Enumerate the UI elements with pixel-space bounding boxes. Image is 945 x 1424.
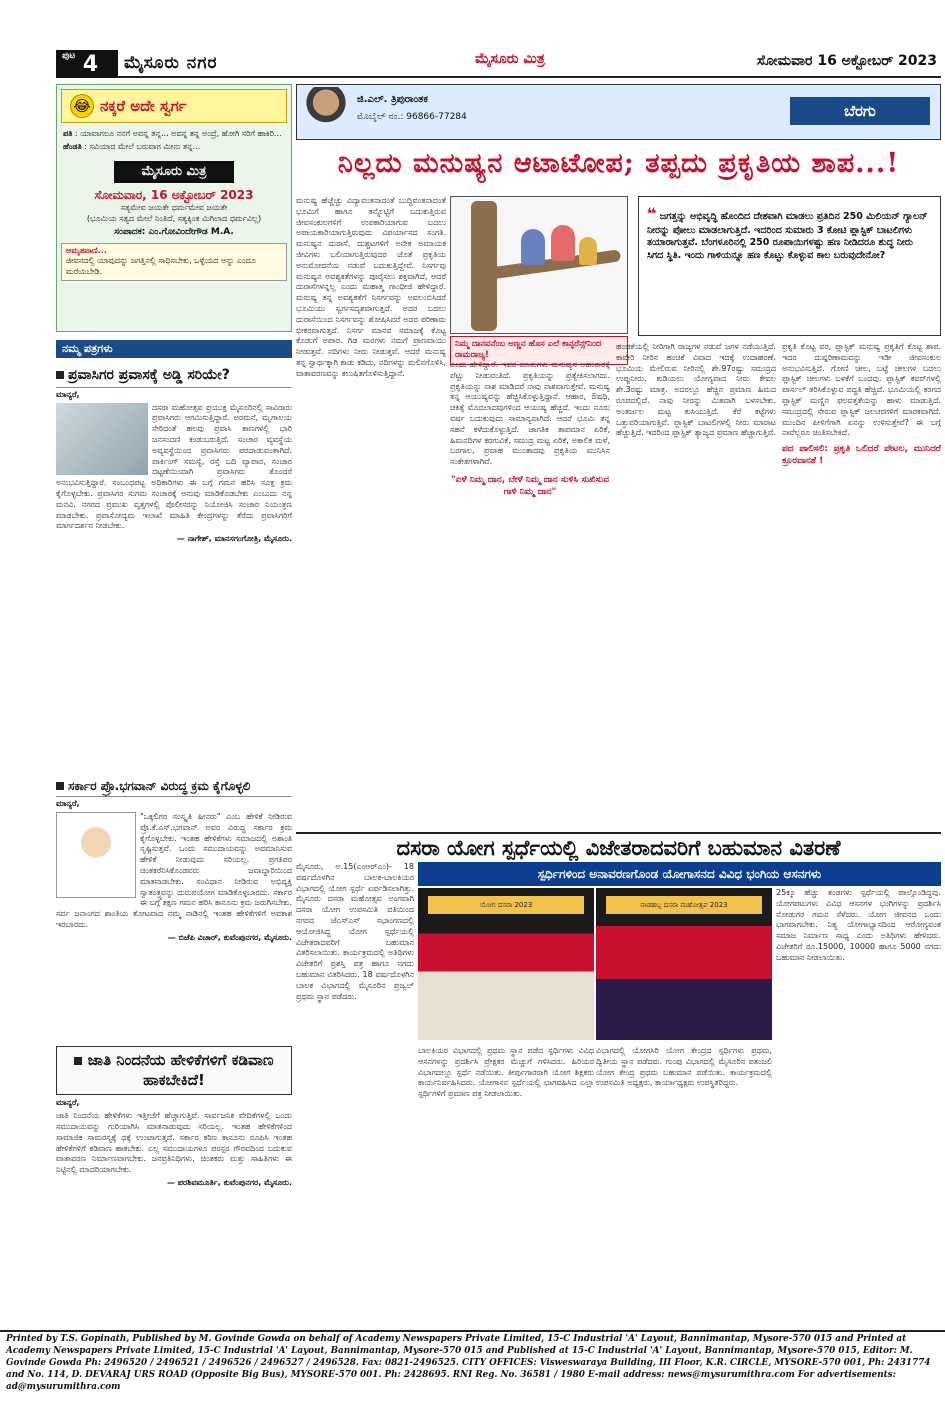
mini-masthead-logo: ಮೈಸೂರು ಮಿತ್ರ	[114, 161, 234, 183]
article-title: ಸರ್ಕಾರ ಪ್ರೊ.ಭಗವಾನ್ ವಿರುದ್ಧ ಕ್ರಮ ಕೈಗೊಳ್ಳಲಿ	[56, 778, 292, 797]
main-headline: ನಿಲ್ಲದು ಮನುಷ್ಯನ ಆಟಾಟೋಪ; ತಪ್ಪದು ಪ್ರಕೃತಿಯ ಶಾಪ...!	[337, 148, 900, 179]
humor-box	[56, 84, 292, 332]
left-column	[56, 84, 292, 1392]
article-column: ಮನುಷ್ಯ ಹೆಚ್ಚೆಚ್ಚು ವಿದ್ಯಾವಂತನಾದಂತೆ ಬುದ್ಧಿವಂತನಾದಂತೆ ಭೂಮಿಗೆ ಹಾಗೂ ತನ್ನೊಟ್ಟಿಗೆ ಬದುಕುತ್ತಿರುವ ಜೀವಸಂಕುಲಗಳಿಗೆ ಉಪಕಾರಿಯಾಗುವ ಬದಲು ಅಪಾಯಕಾರಿಯಾಗುತ್ತಿರುವುದು ವಿಪರ್ಯಾಸದ ಸಂಗತಿ. ಮನುಷ್ಯನ ದುರಾಸೆ, ದುಶ್ಚಟಗಳಿಗೆ ಅನೇಕ ಅಮಾಯಕ ಜೀವಿಗಳು ಬಲಿಯಾಗುತ್ತಿರುವುದರ ಜೊತೆ ಪ್ರಕೃತಿಯ ಅನುಮೋದನೆಯ ನಡುವೆ ಬದುಕುತ್ತಿದ್ದೇವೆ. ನಿಸರ್ಗವು ಮನುಷ್ಯನ ಅವಶ್ಯಕತೆಗಳನ್ನು ಪೂರೈಸಲು ಶಕ್ತವಾಗಿದೆ, ಆದರೆ ದುರಾಸೆಗಳನ್ನಲ್ಲ ಎಂದು ಮಹಾತ್ಮ ಗಾಂಧೀಜಿ ಹೇಳಿದ್ದಾರೆ. ಮನುಷ್ಯ ತನ್ನ ಅವಶ್ಯಕತೆಗೆ ನಿಸರ್ಗವನ್ನು ಅವಲಂಬಿಸಿದರೆ ಭೂಮಿಯು ಸ್ವರ್ಗಸದೃಶವಾಗುತ್ತದೆ. ಅದರ ಬದಲು ದುರಾಸೆಯಿಂದ ನಿಸರ್ಗವನ್ನು ಶೋಷಿಸಿದರೆ ಅದರ ಪರಿಣಾಮ ಭೀಕರವಾಗುತ್ತದೆ. ನಿಸರ್ಗ ಮಾನವ ಸಮಾಜಕ್ಕೆ ಕೊಟ್ಟ ಕೊಡುಗೆ ಅಪಾರ. ಗಿಡ ಮರಗಳು ನಮಗೆ ಪ್ರಾಣವಾಯು ನೀಡುತ್ತವೆ. ನದಿಗಳು ನೀರು ನೀಡುತ್ತವೆ. ಆದರೆ ಮನುಷ್ಯ ತನ್ನ ಸ್ವಾರ್ಥಕ್ಕಾಗಿ ಕಾಡು ಕಡಿದು, ನದಿಗಳನ್ನು ಮಲಿನಗೊಳಿಸಿ, ವಾತಾವರಣವನ್ನು ಕಲುಷಿತಗೊಳಿಸುತ್ತಿದ್ದಾನೆ.	[296, 196, 446, 378]
salutation: ಮಾನ್ಯರೆ,	[56, 1097, 80, 1107]
cartoon-caption: ನಿಮ್ಮ ದಾನವನೆಂಬ ಅಣ್ಣನ ಹೊಸ ಎಲೆ ಕಾನ್ಫರೆನ್ಸ್‌ನಿಂದ ರಾಮರಾಜ್ಯ!	[450, 336, 628, 365]
humor-line: : ಸವಿಯಾದ ಮೇಲೆ ಬರುವಾಗ ಮೀನು ತನ್ನ...	[84, 141, 201, 151]
article-title: ಜಾತಿ ನಿಂದನೆಯ ಹೇಳಿಕೆಗಳಿಗೆ ಕಡಿವಾಣ ಹಾಕಬೇಕಿದೆ!	[56, 1046, 292, 1095]
woman-figure	[551, 225, 575, 261]
article-column	[782, 342, 941, 828]
speaker-label: ಹೆಂಡತಿ	[63, 141, 82, 151]
article-author: — ಪರಶಿವಮೂರ್ತಿ, ಕುವೆಂಪುನಗರ, ಮೈಸೂರು.	[167, 1178, 292, 1188]
editorial-cartoon	[450, 196, 628, 334]
quote-of-day	[61, 243, 287, 281]
closing-text: ಪ್ರಕೃತಿ ಒಲಿದರೆ ಪೇಟಲ, ಮುನಿದರೆ ಕ್ರೂರವಾನತೆ !	[782, 444, 941, 467]
child-figure	[579, 237, 597, 265]
pull-quote-text: ಜಗತ್ತನ್ನು ಅಭಿವೃದ್ಧಿ ಹೊಂದಿದ ದೇಶವಾಗಿ ಮಾಡಲು ಪ್ರತಿದಿನ 250 ಮಿಲಿಯನ್ ಗ್ಯಾಲನ್ ನೀರನ್ನು ಪೋಲು ಮಾಡಲಾಗುತ್ತಿದೆ. ಇದರಿಂದ ಸುಮಾರು 3 ಕೋಟಿ ಪ್ಲಾಸ್ಟಿಕ್ ಬಾಟಲಿಗಳು ತಯಾರಾಗುತ್ತವೆ. ಬೆಂಗಳೂರಿನಲ್ಲಿ 250 ರೂಪಾಯಿಗಳಷ್ಟು ಹಣ ನೀಡಿದರೂ ಶುದ್ಧ ನೀರು ಸಿಗದ ಸ್ಥಿತಿ. ಇಂದು ಗಾಳಿಯನ್ನೂ ಹಣ ಕೊಟ್ಟು ಕೊಳ್ಳುವ ಕಾಲ ಬರುವುದೇನೋ?	[647, 211, 928, 262]
article-author: — ನಾಗೇಶ್, ಮಾನಸಗಂಗೋತ್ರಿ, ಮೈಸೂರು.	[176, 534, 292, 544]
article-column	[450, 360, 610, 828]
issue-date: ಸೋಮವಾರ 16 ಅಕ್ಟೋಬರ್ 2023	[756, 53, 937, 69]
person-photo	[56, 812, 136, 898]
closing-thought	[782, 443, 941, 467]
editor-credit: ಸಂಪಾದಕ: ಎಂ.ಗೋವಿಂದೇಗೌಡ M.A.	[114, 227, 234, 238]
salutation: ಮಾನ್ಯರೆ,	[56, 799, 80, 809]
imprint-footer: Printed by T.S. Gopinath, Published by M. Govinde Gowda on behalf of Academy Newspapers Private Limited, 15-C Industrial 'A' Layout, Bannimantap, Mysore-570 015 and Printed at Academy Newspapers Private Limited, 15-C Industrial 'A' Layout, Bannimantap, Mysore-570 015 and Published at 15-C Industrial 'A' Layout, Bannimantap, Mysore-570 015, Editor: M. Govinde Gowda Ph: 2496520 / 2496521 / 2496526 / 2496527 / 2496528. Fax: 0821-2496525. CITY OFFICES: Visweswaraya Building, III Floor, K.R. CIRCLE, MYSORE-570 001, Ph: 2431774 and No. 114, D. DEVARAJ URS ROAD (Opposite Big Bus), MYSORE-570 001. Ph: 2428695. RNI Reg. No. 36581 / 1980 E-mail address: news@mysurumithra.com For advertisements: ad@mysurumithra.com	[0, 1330, 945, 1390]
stage-banner: ನಾಡಹಬ್ಬ ದಸರಾ ಮಹೋತ್ಸವ 2023	[606, 896, 762, 914]
article-column: ಹಂಚಿಕೆಯಲ್ಲಿ ನೀರಿಗಾಗಿ ರಾಜ್ಯಗಳ ನಡುವೆ ಜಗಳ ನಡೆಯುತ್ತಿದೆ. ಕಾವೇರಿ ನೀರಿನ ಹಂಚಿಕೆ ವಿವಾದ ಇದಕ್ಕೆ ಉದಾಹರಣೆ. ಭೂಮಿಯ ಮೇಲಿರುವ ನೀರಿನಲ್ಲಿ ಶೇ.97ರಷ್ಟು ಸಮುದ್ರದ ಉಪ್ಪುನೀರು. ಕುಡಿಯಲು ಯೋಗ್ಯವಾದ ನೀರು ಕೇವಲ ಶೇ.3ರಷ್ಟು ಮಾತ್ರ. ಅದರಲ್ಲೂ ಹೆಚ್ಚಿನ ಪ್ರಮಾಣ ಹಿಮದ ರೂಪದಲ್ಲಿದೆ. ನಾವು ನೀರನ್ನು ಮಿತವಾಗಿ ಬಳಸಬೇಕು. ಅಂತರ್ಜಲ ಮಟ್ಟ ಕುಸಿಯುತ್ತಿದೆ. ಕೆರೆ ಕಟ್ಟೆಗಳು ಒತ್ತುವರಿಯಾಗುತ್ತಿವೆ. ಪ್ಲಾಸ್ಟಿಕ್ ಬಾಟಲಿಗಳಲ್ಲಿ ನೀರು ಮಾರಾಟ ಹೆಚ್ಚುತ್ತಿದೆ. ಇದರಿಂದ ಪ್ಲಾಸ್ಟಿಕ್ ತ್ಯಾಜ್ಯದ ಪ್ರಮಾಣ ಹೆಚ್ಚಾಗುತ್ತಿದೆ.	[616, 342, 776, 438]
bullet-square-icon	[56, 782, 64, 790]
page-number-badge	[56, 50, 118, 78]
columnist-name: ಜಿ.ಎಲ್. ತ್ರಿಪುರಾಂತಕ	[357, 94, 428, 105]
column-text: ಎಂದು ಹೇಳಿದ್ದಾರೆ. ಇವರ ಮಾತುಗಳು ಮನುಷ್ಯನ ಅಹಂಕಾರಕ್ಕೆ ಪೆಟ್ಟು ನೀಡುವಂತಿದೆ. ಪ್ರಕೃತಿಯನ್ನು ಪ್ರತ್ಯೇಕಿಸಲಾಗದು. ಪ್ರಕೃತಿಯನ್ನು ನಾಶ ಮಾಡಿದರೆ ನಾವು ನಾಶವಾಗುತ್ತೇವೆ. ಮನುಷ್ಯ ತನ್ನ ಆಯುಷ್ಯವನ್ನು ಹೆಚ್ಚಿಸಿಕೊಳ್ಳುತ್ತಿದ್ದಾನೆ. ಆಹಾರ, ಔಷಧಿ, ಚಿಕಿತ್ಸೆ ಮೊದಲಾದವುಗಳಿಂದ ಆಯುಷ್ಯ ಹೆಚ್ಚಿದೆ. ಇಂದು ನೂರು ವರ್ಷ ಬದುಕುವುದು ಸಾಮಾನ್ಯವಾಗಿದೆ. ಆದರೆ ಭೂಮಿ ತನ್ನ ಸಹನೆ ಕಳೆದುಕೊಳ್ಳುತ್ತಿದೆ. ಜಾಗತಿಕ ತಾಪಮಾನ ಏರಿಕೆ, ಹಿಮನದಿಗಳ ಕರಗುವಿಕೆ, ಸಮುದ್ರ ಮಟ್ಟ ಏರಿಕೆ, ಅಕಾಲಿಕ ಮಳೆ, ಬರಗಾಲ, ಪ್ರವಾಹ ಮುಂತಾದವು ಪ್ರಕೃತಿಯ ಮುನಿಸಿನ ಸಂಕೇತಗಳಾಗಿವೆ.	[450, 360, 610, 467]
humor-line: : ಯಾವಾಗಲೂ ನನಗೆ ಅವನ್ನ ತನ್ನ... ಅವನ್ನ ತನ್ನ ಅಂದ್ರೆ, ಹೋಗಿ ಸರಿಗೆ ಹಾಕಿರಿ...	[74, 129, 282, 138]
photo-strip-caption: ಸ್ಪರ್ಧಿಗಳಿಂದ ಅನಾವರಣಗೊಂಡ ಯೋಗಾಸನದ ವಿವಿಧ ಭಂಗಿಯ ಆಸನಗಳು	[418, 862, 941, 886]
article-body: ಜಾತಿ ನಿಂದನೆಯ ಹೇಳಿಕೆಗಳು ಇತ್ತೀಚೆಗೆ ಹೆಚ್ಚಾಗುತ್ತಿವೆ. ಸಾರ್ವಜನಿಕ ವೇದಿಕೆಗಳಲ್ಲಿ ಒಂದು ಸಮುದಾಯವನ್ನು ಗುರಿಯಾಗಿಸಿ ಮಾತನಾಡುವುದು ಸರಿಯಲ್ಲ. ಇಂತಹ ಹೇಳಿಕೆಗಳಿಂದ ಸಾಮಾಜಿಕ ಸಾಮರಸ್ಯಕ್ಕೆ ಧಕ್ಕೆ ಉಂಟಾಗುತ್ತದೆ. ಸರ್ಕಾರ ಕಠಿಣ ಕಾನೂನು ರೂಪಿಸಿ ಇಂತಹ ಹೇಳಿಕೆಗಳಿಗೆ ಕಡಿವಾಣ ಹಾಕಬೇಕು. ಎಲ್ಲ ಸಮುದಾಯಗಳೂ ಪರಸ್ಪರ ಗೌರವದಿಂದ ಬದುಕುವ ವಾತಾವರಣ ನಿರ್ಮಾಣವಾಗಬೇಕು. ಜನಪ್ರತಿನಿಧಿಗಳು, ಚಿಂತಕರು ಮತ್ತು ಸಾಹಿತಿಗಳು ಈ ನಿಟ್ಟಿನಲ್ಲಿ ಮಾದರಿಯಾಗಬೇಕು.	[56, 1111, 292, 1175]
page-number: 4	[82, 52, 99, 77]
bullet-square-icon	[74, 1057, 82, 1065]
yoga-photo	[596, 888, 772, 1040]
motto-translation: (ಭೂಮಿಯ ಸತ್ಯದ ಮೇಲೆ ನಿಂತಿದೆ, ಸತ್ಯಕ್ಕಿಂತ ಮಿಗಿಲಾದ ಧರ್ಮವಿಲ್ಲ)	[86, 213, 262, 223]
columnist-phone: ಮೊಬೈಲ್ ನಂ.: 96866-77284	[357, 112, 467, 122]
quote-mark-icon: ❝	[647, 204, 657, 223]
columnist-photo	[303, 87, 349, 139]
quote-text: ಜೀವನದಲ್ಲಿ ಯಾವುದನ್ನು ಜಗತ್ತಿನಲ್ಲಿ ಸಾಧಿಸಬೇಕು, ಒಳ್ಳೆಯದ ಅನ್ನು ಎಂದೂ ಮರೆಯಬೇಡಿ.	[66, 256, 256, 277]
article-body: "ಒಕ್ಕಲಿಗರ ಸಂಸ್ಕೃತಿ ಹೀನರು" ಎಂಬ ಹೇಳಿಕೆ ನೀಡಿರುವ ಪ್ರೊ.ಕೆ.ಎಸ್.ಭಗವಾನ್ ಅವರ ವಿರುದ್ಧ ಸರ್ಕಾರ ಕ್ರಮ ಕೈಗೊಳ್ಳಬೇಕು. ಇಂತಹ ಹೇಳಿಕೆಗಳು ಸಮಾಜದಲ್ಲಿ ಅಶಾಂತಿ ಸೃಷ್ಟಿಸುತ್ತವೆ. ಒಂದು ಸಮುದಾಯವನ್ನು ಅವಮಾನಿಸುವ ಹೇಳಿಕೆ ನೀಡುವುದು ಸರಿಯಲ್ಲ. ಪ್ರಗತಿಪರ ಚಿಂತಕರೆನಿಸಿಕೊಂಡವರು ಜವಾಬ್ದಾರಿಯಿಂದ ಮಾತನಾಡಬೇಕು. ಸಂವಿಧಾನ ನೀಡಿರುವ ಅಭಿವ್ಯಕ್ತಿ ಸ್ವಾತಂತ್ರ್ಯವನ್ನು ದುರುಪಯೋಗ ಮಾಡಿಕೊಳ್ಳಬಾರದು. ಸರ್ಕಾರ ಈ ಬಗ್ಗೆ ತಕ್ಷಣ ಗಮನ ಹರಿಸಿ ಕಾನೂನು ಕ್ರಮ ಜರುಗಿಸಬೇಕು. ಸರ್ವ ಜನಾಂಗದ ಶಾಂತಿಯ ತೋಟವಾದ ನಮ್ಮ ನಾಡಿನಲ್ಲಿ ಇಂತಹ ಹೇಳಿಕೆಗಳಿಗೆ ಅವಕಾಶ ಇರಬಾರದು.	[56, 811, 292, 929]
speaker-label: ಪತಿ	[63, 129, 73, 138]
closing-label: ಪದ ಪಾಲಿಸಲಿ:	[782, 444, 828, 455]
columnist-bar	[296, 84, 941, 140]
mini-masthead-date: ಸೋಮವಾರ, 16 ಅಕ್ಟೋಬರ್ 2023	[94, 187, 254, 202]
letters-section-header: ನಮ್ಮ ಪತ್ರಗಳು	[56, 340, 292, 358]
news-column: ವಿಭಾಗದಲ್ಲಿ ಯೋಗಸಿರಿ ಯೋಗ ಕೇಂದ್ರದ ಸ್ಪರ್ಧಿಗಳು ಪ್ರಥಮ, ದ್ವಿತೀಯ ಸ್ಥಾನ ಪಡೆದರು. ಗುಂಪು ವಿಭಾಗದಲ್ಲಿ ಮೈಸೂರಿನ ಪತಂಜಲಿ ಯೋಗ ಕೇಂದ್ರ ಪ್ರಥಮ ಬಹುಮಾನ ಪಡೆಯಿತು. ಕಾರ್ಯಕ್ರಮದಲ್ಲಿ ಉಪಸಮಿತಿ ಅಧ್ಯಕ್ಷರು, ಕಾರ್ಯಾಧ್ಯಕ್ಷರು ಉಪಸ್ಥಿತರಿದ್ದರು.	[596, 1046, 772, 1088]
quote-label: ಅಮೃತವಾಣಿ...	[66, 245, 107, 255]
article-title: ಪ್ರವಾಸಿಗರ ಪ್ರವಾಸಕ್ಕೆ ಅಡ್ಡಿ ಸರಿಯೇ?	[56, 366, 292, 388]
article-author: — ಬಿಜೆಪಿ ವಿಚಾರ್, ಕುವೆಂಪುನಗರ, ಮೈಸೂರು.	[167, 932, 292, 942]
motto-line: ಸತ್ಯಮೇವ ಜಯತೇ ಧರ್ಮಮೇವ ಜಯತೇ	[120, 202, 228, 212]
article-body: ದಸರಾ ಮಹೋತ್ಸವ ಪ್ರಯುಕ್ತ ಮೈಸೂರಿನಲ್ಲಿ ಸಾವಿರಾರು ಪ್ರವಾಸಿಗರು ಆಗಮಿಸುತ್ತಿದ್ದಾರೆ. ಅರಮನೆ, ಮೃಗಾಲಯ ಸೇರಿದಂತೆ ಹಲವು ಪ್ರವಾಸಿ ತಾಣಗಳಲ್ಲಿ ಭಾರಿ ಜನಸಂದಣಿ ಕಂಡುಬರುತ್ತಿದೆ. ಸಂಚಾರ ವ್ಯವಸ್ಥೆಯ ಅವ್ಯವಸ್ಥೆಯಿಂದ ಪ್ರವಾಸಿಗರು ಪರದಾಡುವಂತಾಗಿದೆ. ಪಾರ್ಕಿಂಗ್ ಸಮಸ್ಯೆ, ರಸ್ತೆ ಬದಿ ವ್ಯಾಪಾರ, ಸಂಚಾರ ದಟ್ಟಣೆಯಿಂದಾಗಿ ಪ್ರವಾಸಿಗರು ತೊಂದರೆ ಅನುಭವಿಸುತ್ತಿದ್ದಾರೆ. ಸಂಬಂಧಪಟ್ಟ ಅಧಿಕಾರಿಗಳು ಈ ಬಗ್ಗೆ ಗಮನ ಹರಿಸಿ ಸೂಕ್ತ ಕ್ರಮ ಕೈಗೊಳ್ಳಬೇಕು. ಪ್ರವಾಸಿಗರ ಸುಗಮ ಸಂಚಾರಕ್ಕೆ ಅನುವು ಮಾಡಿಕೊಡಬೇಕು ಎಂಬುದು ನನ್ನ ಮನವಿ. ನಗರದ ಪ್ರಮುಖ ವೃತ್ತಗಳಲ್ಲಿ ಪೊಲೀಸರನ್ನು ನಿಯೋಜಿಸಿ ಸಂಚಾರ ನಿಯಂತ್ರಣ ಮಾಡಬೇಕು. ಪ್ರವಾಸೋದ್ಯಮ ಇಲಾಖೆ ಮಾಹಿತಿ ಕೇಂದ್ರಗಳನ್ನು ತೆರೆದು ಪ್ರವಾಸಿಗರಿಗೆ ಮಾರ್ಗದರ್ಶನ ನೀಡಬೇಕು.	[56, 402, 292, 531]
salutation: ಮಾನ್ಯರೆ,	[56, 389, 80, 399]
news-column: ಬಾಲಕಿಯರ ವಿಭಾಗದಲ್ಲಿ ಪ್ರಥಮ ಸ್ಥಾನ ಪಡೆದ ಸ್ಪರ್ಧಿಗಳು ವಿವಿಧ ಆಸನಗಳನ್ನು ಪ್ರದರ್ಶಿಸಿ ಪ್ರೇಕ್ಷಕರ ಮೆಚ್ಚುಗೆ ಗಳಿಸಿದರು. ಹಿರಿಯರ ವಿಭಾಗದಲ್ಲೂ ಸ್ಪರ್ಧೆ ನಡೆಯಿತು. ತೀರ್ಪುಗಾರರಾಗಿ ಯೋಗ ಶಿಕ್ಷಕರು ಕಾರ್ಯನಿರ್ವಹಿಸಿದರು. ಯೋಗಾಸನ ಸ್ಪರ್ಧೆಯಲ್ಲಿ ಭಾಗವಹಿಸಿದ ಎಲ್ಲಾ ಸ್ಪರ್ಧಿಗಳಿಗೆ ಪ್ರಮಾಣ ಪತ್ರ ನೀಡಲಾಯಿತು.	[418, 1046, 594, 1099]
column-tag: ಬೆರಗು	[790, 97, 930, 125]
humor-title-bar	[61, 89, 287, 123]
humor-dialogue	[57, 127, 291, 157]
tourists-photo	[56, 403, 148, 475]
stage-banner: ಯೋಗ ದಸರಾ 2023	[428, 896, 584, 914]
pull-quote	[638, 196, 941, 336]
letter-caste-remarks	[56, 1046, 292, 1308]
masthead-logo: ಮೈಸೂರು ಮಿತ್ರ	[475, 51, 545, 67]
section-title: ಮೈಸೂರು ನಗರ	[124, 53, 218, 73]
yoga-photo	[418, 888, 594, 1040]
laughing-face-icon: 😂	[70, 94, 94, 118]
verse-quote: "ಏಳೆ ನಿಮ್ಮ ದಾನ, ಬೇಳೆ ನಿಮ್ಮ ದಾನ ಸುಳಿಸಿ ಸುಖಿಸುವ ಗಾಳಿ ನಿಮ್ಮ ದಾನ"	[450, 474, 610, 498]
column-text: ಪ್ರಕೃತಿ ಕೊಟ್ಟ ವರ, ಪ್ಲಾಸ್ಟಿಕ್ ಮನುಷ್ಯ ಪ್ರಕೃತಿಗೆ ಕೊಟ್ಟ ಶಾಪ. ಇದರ ದುಷ್ಪರಿಣಾಮವನ್ನು ಇಡೀ ಜೀವಸಂಕುಲ ಅನುಭವಿಸುತ್ತಿದೆ. ಗೋಣಿ ಚೀಲ, ಬಟ್ಟೆ ಚೀಲಗಳ ಬದಲು ಪ್ಲಾಸ್ಟಿಕ್ ಚೀಲಗಳು ಬಳಕೆಗೆ ಬಂದವು. ಪ್ಲಾಸ್ಟಿಕ್ ಕವರ್‌ಗಳಲ್ಲಿ ಪಾರ್ಸಲ್ ತರಿಸಿಕೊಳ್ಳುವ ಪದ್ಧತಿ ಹೆಚ್ಚಿದೆ. ಭೂಮಿಯಲ್ಲಿ ಕರಗದ ಪ್ಲಾಸ್ಟಿಕ್ ಮಣ್ಣಿನ ಫಲವತ್ತತೆಯನ್ನು ಹಾಳು ಮಾಡುತ್ತಿದೆ. ಸಮುದ್ರದಲ್ಲಿ ಸೇರುವ ಪ್ಲಾಸ್ಟಿಕ್ ಜಲಚರಗಳಿಗೆ ಮಾರಕವಾಗಿದೆ. ಮುಂದಿನ ಪೀಳಿಗೆಗಾಗಿ ಏನನ್ನು ಉಳಿಸುತ್ತೇವೆ? ಈ ಬಗ್ಗೆ ನಾವೆಲ್ಲರೂ ಚಿಂತಿಸಬೇಕಿದೆ.	[782, 342, 941, 438]
news-column: ಮೈಸೂರು, ಅ.15(ಎಂಆರ್‌ಎಂ)- 18 ವರ್ಷದೊಳಗಿನ ಬಾಲಕ-ಬಾಲಕಿಯರ ವಿಭಾಗದಲ್ಲಿ ಯೋಗ ಸ್ಪರ್ಧೆ ಏರ್ಪಡಿಸಲಾಗಿತ್ತು. ಮೈಸೂರು ದಸರಾ ಮಹೋತ್ಸವ ಅಂಗವಾಗಿ ದಸರಾ ಯೋಗ ಉಪಸಮಿತಿ ವತಿಯಿಂದ ನಗರದ ಜೆಎಸ್‌ಎಸ್ ಸಭಾಂಗಣದಲ್ಲಿ ಆಯೋಜಿಸಿದ್ದ ಯೋಗ ಸ್ಪರ್ಧೆಯಲ್ಲಿ ವಿಜೇತರಾದವರಿಗೆ ಬಹುಮಾನ ವಿತರಿಸಲಾಯಿತು. ಕಾರ್ಯಕ್ರಮದಲ್ಲಿ ಅತಿಥಿಗಳು ವಿಜೇತರಿಗೆ ಪ್ರಶಸ್ತಿ ಪತ್ರ ಹಾಗೂ ನಗದು ಬಹುಮಾನ ವಿತರಿಸಿದರು. 18 ವರ್ಷದೊಳಗಿನ ಬಾಲಕ ವಿಭಾಗದಲ್ಲಿ ಮೈಸೂರಿನ ಪ್ರಜ್ವಲ್ ಪ್ರಥಮ ಸ್ಥಾನ ಪಡೆದರು.	[296, 862, 414, 1001]
page-label: ಪುಟ	[62, 51, 76, 61]
humor-title: ನಕ್ಕರೆ ಅದೇ ಸ್ವರ್ಗ	[100, 96, 187, 115]
bullet-square-icon	[56, 371, 64, 379]
dasara-headline: ದಸರಾ ಯೋಗ ಸ್ಪರ್ಧೆಯಲ್ಲಿ ವಿಜೇತರಾದವರಿಗೆ ಬಹುಮಾನ ವಿತರಣೆ	[296, 832, 941, 860]
man-figure	[521, 229, 545, 265]
letter-tourists	[56, 366, 292, 786]
news-column: 25ಕ್ಕೂ ಹೆಚ್ಚು ತಂಡಗಳು ಸ್ಪರ್ಧೆಯಲ್ಲಿ ಪಾಲ್ಗೊಂಡಿದ್ದವು. ಯೋಗಪಟುಗಳು ವಿವಿಧ ಆಸನಗಳ ಭಂಗಿಗಳನ್ನು ಪ್ರದರ್ಶಿಸಿ ನೋಡುಗರ ಗಮನ ಸೆಳೆದರು. ಯೋಗ ಜೀವನದ ಒಂದು ಭಾಗವಾಗಬೇಕು. ನಿತ್ಯ ಯೋಗಾಭ್ಯಾಸದಿಂದ ಆರೋಗ್ಯವಂತ ಸಮಾಜ ನಿರ್ಮಾಣ ಸಾಧ್ಯ ಎಂದು ಅತಿಥಿಗಳು ಹೇಳಿದರು. ವಿಜೇತರಿಗೆ ರೂ.15000, 10000 ಹಾಗೂ 5000 ನಗದು ಬಹುಮಾನ ನೀಡಲಾಯಿತು.	[776, 888, 941, 962]
